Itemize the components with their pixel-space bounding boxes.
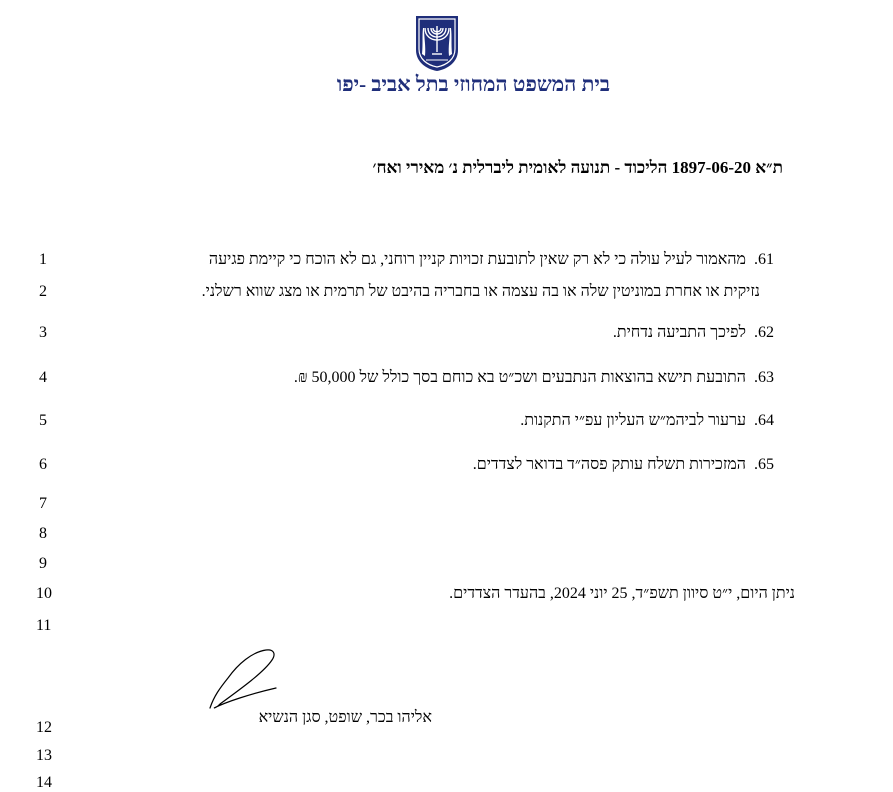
line-number: 6 bbox=[39, 456, 47, 473]
paragraph-64 bbox=[60, 412, 774, 430]
case-title: ת״א 1897-06-20 הליכוד - תנועה לאומית ליברלית נ׳ מאירי ואח׳ bbox=[372, 158, 783, 177]
paragraph-61 bbox=[60, 251, 774, 269]
paragraph-text: המזכירות תשלח עותק פסה״ד בדואר לצדדים. bbox=[472, 456, 746, 473]
paragraph-text: ערעור לביהמ״ש העליון עפ״י התקנות. bbox=[520, 412, 746, 429]
given-today-line: ניתן היום, י״ט סיוון תשפ״ד, 25 יוני 2024, בהעדר הצדדים. bbox=[449, 585, 795, 602]
paragraph-61-continuation bbox=[60, 283, 760, 301]
line-number: 14 bbox=[36, 774, 52, 791]
court-name: בית המשפט המחוזי בתל אביב -יפו bbox=[336, 72, 610, 96]
line-number: 4 bbox=[39, 369, 47, 386]
paragraph-text: התובעת תישא בהוצאות הנתבעים ושכ״ט בא כוחם בסך כולל של 50,000 ₪. bbox=[293, 369, 746, 386]
paragraph-text: מהאמור לעיל עולה כי לא רק שאין לתובעת זכויות קניין רוחני, גם לא הוכח כי קיימת פגיעה bbox=[208, 251, 746, 268]
line-number: 5 bbox=[39, 412, 47, 429]
line-number: 9 bbox=[39, 555, 47, 572]
paragraph-62 bbox=[60, 324, 774, 342]
line-number: 2 bbox=[39, 283, 47, 300]
paragraph-65 bbox=[60, 456, 774, 474]
paragraph-text: לפיכך התביעה נדחית. bbox=[612, 324, 746, 341]
paragraph-number: 65. bbox=[754, 456, 774, 473]
handwritten-signature-icon bbox=[206, 648, 282, 712]
line-number: 7 bbox=[39, 495, 47, 512]
line-number: 13 bbox=[36, 747, 52, 764]
paragraph-text: נזיקית או אחרת במוניטין שלה או בה עצמה או בחבריה בהיבט של תרמית או מצג שווא רשלני. bbox=[201, 283, 760, 300]
line-number: 1 bbox=[39, 251, 47, 268]
line-number: 11 bbox=[36, 617, 52, 634]
signer-name: אליהו בכר, שופט, סגן הנשיא bbox=[258, 709, 432, 726]
paragraph-number: 64. bbox=[754, 412, 774, 429]
state-emblem-icon bbox=[414, 14, 460, 72]
line-number: 12 bbox=[36, 719, 52, 736]
paragraph-63 bbox=[60, 369, 774, 387]
paragraph-number: 63. bbox=[754, 369, 774, 386]
paragraph-number: 62. bbox=[754, 324, 774, 341]
line-number: 8 bbox=[39, 525, 47, 542]
line-number: 10 bbox=[36, 585, 52, 602]
paragraph-number: 61. bbox=[754, 251, 774, 268]
line-number: 3 bbox=[39, 324, 47, 341]
